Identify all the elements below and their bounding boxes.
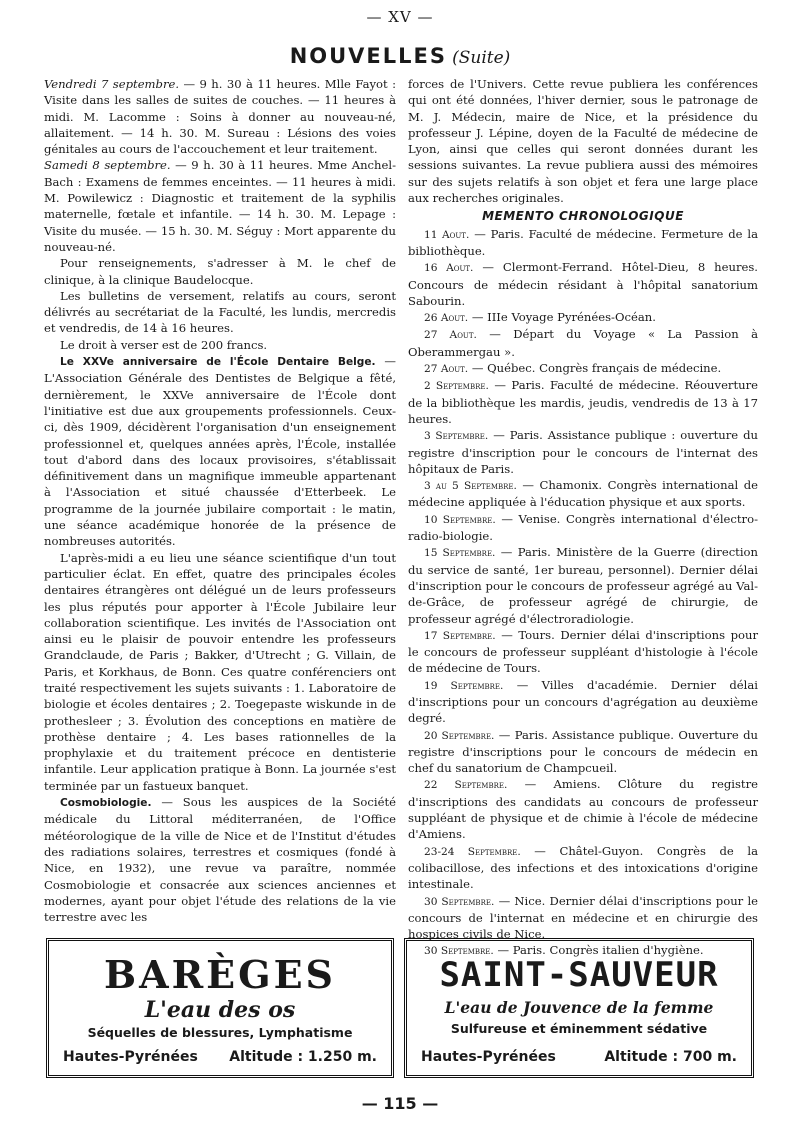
paragraph: forces de l'Univers. Cette revue publiera les conférences qui ont été données, l'hiver dernier, sous le patronage de M. J. Médecin, maire de Nice, et la présidence du professeur J. Lépine, doyen de la Faculté de médecine de Lyon, ainsi que celles qui seront données durant les sessions suivantes. La revue publiera aussi des mémoires sur des sujets relatifs à son objet et fera une large place aux recherches originales.	[408, 77, 758, 206]
memento-date: 26 Aout.	[424, 312, 469, 325]
ad-bareges	[46, 938, 394, 1078]
right-column	[408, 76, 758, 960]
ad-footer	[421, 1049, 737, 1065]
ad-region: Hautes-Pyrénées	[421, 1049, 556, 1065]
memento-entry	[408, 360, 758, 377]
memento-date: 27 Aout.	[424, 363, 469, 376]
ad-slogan: L'eau des os	[144, 997, 296, 1023]
memento-date: 20 Septembre.	[424, 729, 495, 742]
memento-date: 11 Aout.	[424, 228, 470, 241]
memento-text: — Paris. Assistance publique. Ouverture du registre d'inscriptions pour le concours de médecin en chef du sanatorium de Champcueil.	[408, 727, 759, 776]
memento-entry	[408, 544, 758, 626]
memento-date: 15 Septembre.	[424, 547, 496, 560]
date-label: Vendredi 7 septembre.	[44, 77, 180, 91]
memento-entry	[408, 511, 758, 545]
ad-altitude: Altitude : 700 m.	[604, 1049, 737, 1065]
memento-entry	[408, 427, 758, 477]
memento-date: 3 au 5 Septembre.	[424, 480, 517, 493]
memento-text: — Paris. Assistance publique : ouverture du registre d'inscription pour le concours de l'internat des hôpitaux de Paris.	[408, 428, 758, 476]
memento-text: — Paris. Faculté de médecine. Fermeture de la bibliothèque.	[408, 226, 758, 258]
page-number: — 115 —	[361, 1094, 439, 1113]
paragraph	[44, 353, 396, 550]
memento-entry	[408, 727, 758, 777]
memento-entry	[408, 843, 758, 893]
article-heading: Cosmobiologie.	[60, 797, 152, 810]
page-number-roman: — XV —	[366, 8, 434, 26]
memento-entry	[408, 377, 758, 427]
memento-date: 27 Aout.	[424, 329, 477, 342]
paragraph-text: — 9 h. 30 à 11 heures. Mme Anchel-Bach : Examens de femmes enceintes. — 11 heures à midi. M. Powilewicz : Diagnostic et traitement de la syphilis maternelle, fœtale et infantile. — 14 h. 30. M. Lepage : Visite du musée. — 15 h. 30. M. Séguy : Mort apparente du nouveau-né.	[44, 158, 396, 254]
memento-entry	[408, 259, 758, 309]
left-column	[44, 76, 396, 925]
paragraph	[44, 157, 396, 255]
paragraph-text: — 9 h. 30 à 11 heures. Mlle Fayot : Visite dans les salles de suites de couches. — 11 heures à midi. M. Lacomme : Soins à donner au nouveau-né, allaitement. — 14 h. 30. M. Sureau : Lésions des voies génitales au cours de l'accouchement et leur traitement.	[44, 77, 397, 157]
memento-entry	[408, 477, 758, 511]
ad-description: Séquelles de blessures, Lymphatisme	[87, 1025, 353, 1040]
memento-date: 17 Septembre.	[424, 629, 496, 642]
ad-description: Sulfureuse et éminemment sédative	[450, 1021, 708, 1036]
memento-date: 2 Septembre.	[424, 380, 489, 393]
paragraph-text: — L'Association Générale des Dentistes de Belgique a fêté, dernièrement, le XXVe anniversaire de l'École dont l'initiative est due aux groupements professionnels. Ceux-ci, dès 1909, décidèrent l'organisation d'un enseignement professionnel et, quelques années après, l'École, installée tout d'abord dans des locaux provisoires, s'établissait définitivement dans un magnifique immeuble appartenant à l'Association et situé chaussée d'Etterbeek. Le programme de la journée jubilaire comportait : le matin, une séance académique honorée de la présence de nombreuses autorités.	[44, 354, 397, 549]
memento-date: 3 Septembre.	[424, 430, 489, 443]
ad-region: Hautes-Pyrénées	[63, 1049, 198, 1065]
ad-slogan: L'eau de Jouvence de la femme	[444, 998, 714, 1017]
memento-text: — IIIe Voyage Pyrénées-Océan.	[468, 310, 656, 325]
ad-saint-sauveur	[404, 938, 754, 1078]
memento-entry	[408, 677, 758, 727]
memento-date: 16 Aout.	[424, 262, 474, 275]
memento-text: — Clermont-Ferrand. Hôtel-Dieu, 8 heures. Concours de médecin résidant à l'hôpital sanatorium Sabourin.	[408, 260, 758, 308]
memento-text: — Châtel-Guyon. Congrès de la colibacillose, des infections et des intoxications d'origine intestinale.	[408, 843, 758, 892]
memento-entry	[408, 326, 758, 360]
memento-date: 30 Septembre.	[424, 895, 495, 908]
memento-text: — Tours. Dernier délai d'inscriptions pour le concours de professeur suppléant d'histologie à l'école de médecine de Tours.	[408, 627, 758, 676]
paragraph: Les bulletins de versement, relatifs au cours, seront délivrés au secrétariat de la Faculté, les lundis, mercredis et vendredis, de 14 à 16 heures.	[44, 288, 396, 336]
memento-date: 23-24 Septembre.	[424, 845, 521, 858]
memento-entry	[408, 893, 758, 943]
section-subtitle: (Suite)	[452, 48, 511, 68]
memento-text: — Chamonix. Congrès international de médecine appliquée à l'éducation physique et aux sports.	[408, 478, 759, 510]
memento-text: — Villes d'académie. Dernier délai d'inscriptions pour un concours d'agrégation au deuxième degré.	[408, 677, 758, 726]
ad-footer	[63, 1049, 377, 1065]
memento-entry	[408, 226, 758, 260]
memento-text: — Nice. Dernier délai d'inscriptions pour le concours de l'internat en médecine et en chirurgie des hospices civils de Nice.	[408, 893, 759, 942]
memento-text: — Paris. Congrès italien d'hygiène.	[493, 943, 704, 958]
section-title: NOUVELLES	[289, 44, 447, 68]
memento-text: — Venise. Congrès international d'électro-radio-biologie.	[408, 511, 758, 544]
date-label: Samedi 8 septembre.	[44, 158, 171, 173]
ad-brand: BARÈGES	[103, 952, 336, 997]
memento-entry	[408, 776, 758, 842]
memento-list	[408, 226, 758, 960]
ad-brand: SAINT-SAUVEUR	[439, 955, 719, 995]
paragraph-text: — Sous les auspices de la Société médicale du Littoral méditerranéen, de l'Office météorologique de la ville de Nice et de l'Institut d'études des radiations solaires, terrestres et cosmiques (fondé à Nice, en 1932), une revue va paraître, nommée Cosmobiologie et consacrée aux sciences anciennes et modernes, ayant pour objet l'étude des relations de la vie terrestre avec les	[44, 795, 396, 925]
memento-text: — Départ du Voyage « La Passion à Oberammergau ».	[408, 327, 758, 359]
section-header	[0, 44, 800, 68]
article-heading: Le XXVe anniversaire de l'École Dentaire Belge.	[60, 356, 376, 369]
paragraph	[44, 76, 396, 157]
memento-text: — Québec. Congrès français de médecine.	[468, 361, 722, 376]
paragraph	[44, 794, 396, 925]
memento-entry	[408, 309, 758, 326]
memento-date: 19 Septembre.	[424, 679, 504, 692]
memento-title: MEMENTO CHRONOLOGIQUE	[482, 209, 684, 224]
memento-text: — Paris. Faculté de médecine. Réouverture de la bibliothèque les mardis, jeudis, vendredis de 13 à 17 heures.	[408, 378, 758, 426]
memento-entry	[408, 627, 758, 677]
paragraph: L'après-midi a eu lieu une séance scientifique d'un tout particulier éclat. En effet, quatre des principales écoles dentaires étrangères ont délégué un de leurs professeurs les plus réputés pour apporter à l'École Jubilaire leur collaboration scientifique. Les invités de l'Association ont ainsi eu le plaisir de pouvoir entendre les professeurs Grandclaude, de Paris ; Bakker, d'Utrecht ; G. Villain, de Paris, et Korkhaus, de Bonn. Ces quatre conférenciers ont traité respectivement les sujets suivants : 1. Laboratoire de biologie et écoles dentaires ; 2. Toegepaste wiskunde in de prothesleer ; 3. Évolution des conceptions en matière de prothèse dentaire ; 4. Les bases rationnelles de la prophylaxie et du traitement précoce en dentisterie infantile. Leur application pratique à Bonn. La journée s'est terminée par un fastueux banquet.	[44, 550, 396, 793]
memento-date: 22 Septembre.	[424, 779, 508, 792]
memento-date: 10 Septembre.	[424, 513, 496, 526]
paragraph: Pour renseignements, s'adresser à M. le chef de clinique, à la clinique Baudelocque.	[44, 256, 396, 287]
paragraph: Le droit à verser est de 200 francs.	[60, 337, 268, 352]
memento-date: 30 Septembre.	[424, 945, 494, 958]
memento-text: — Paris. Ministère de la Guerre (direction du service de santé, 1er bureau, personnel). Dernier délai d'inscription pour le concours de professeur agrégé au Val-de-Grâce, de professeur agrégé de chirurgie, de professeur agrégé d'électroradiologie.	[408, 545, 758, 626]
ad-altitude: Altitude : 1.250 m.	[229, 1049, 377, 1065]
memento-text: — Amiens. Clôture du registre d'inscriptions des candidats au concours de professeur suppléant de physique et de chimie à l'école de médecine d'Amiens.	[408, 777, 758, 842]
